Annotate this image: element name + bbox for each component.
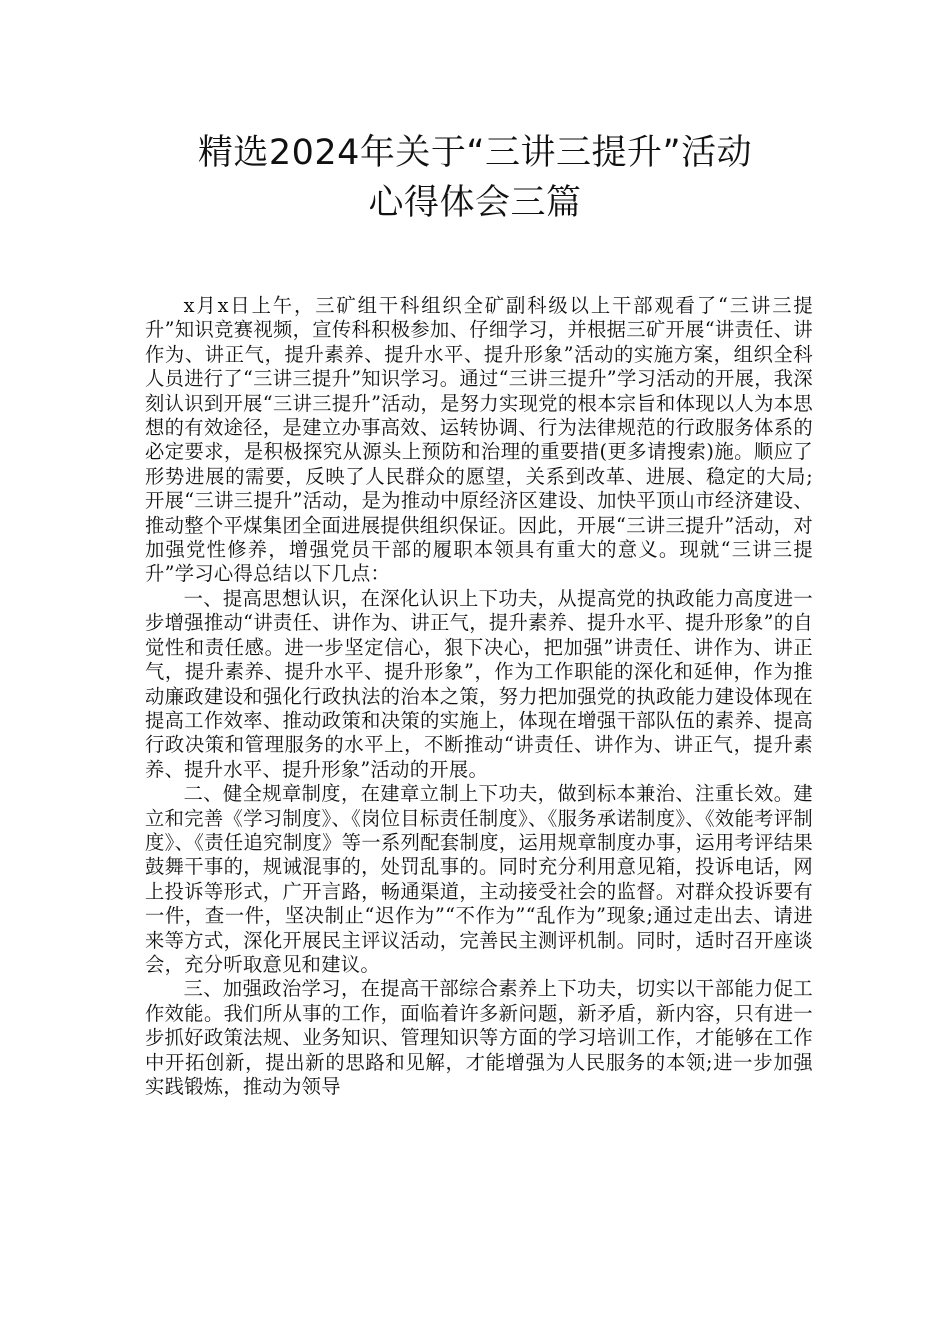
- title-line-2: 心得体会三篇: [368, 183, 582, 223]
- title-line-1: 精选2024年关于“三讲三提升”活动: [197, 133, 753, 173]
- paragraph-point-3: 三、加强政治学习，在提高干部综合素养上下功夫，切实以干部能力促工作效能。我们所从事的工作，面临着许多新问题，新矛盾，新内容，只有进一步抓好政策法规、业务知识、管理知识等方面的学习培训工作，才能够在工作中开拓创新，提出新的思路和见解，才能增强为人民服务的本领;进一步加强实践锻炼，推动为领导: [145, 977, 813, 1098]
- document-title: [100, 128, 850, 228]
- paragraph-point-1: 一、提高思想认识，在深化认识上下功夫，从提高党的执政能力高度进一步增强推动“讲责任、讲作为、讲正气，提升素养、提升水平、提升形象”的自觉性和责任感。进一步坚定信心，狠下决心，把加强”讲责任、讲作为、讲正气，提升素养、提升水平、提升形象”，作为工作职能的深化和延伸，作为推动廉政建设和强化行政执法的治本之策，努力把加强党的执政能力建设体现在提高工作效率、推动政策和决策的实施上，体现在增强干部队伍的素养、提高行政决策和管理服务的水平上，不断推动“讲责任、讲作为、讲正气，提升素养、提升水平、提升形象”活动的开展。: [145, 586, 813, 781]
- paragraph-point-2: 二、健全规章制度，在建章立制上下功夫，做到标本兼治、注重长效。建立和完善《学习制度》、《岗位目标责任制度》、《服务承诺制度》、《效能考评制度》、《责任追究制度》等一系列配套制度，运用规章制度办事，运用考评结果鼓舞干事的，规诫混事的，处罚乱事的。同时充分利用意见箱，投诉电话，网上投诉等形式，广开言路，畅通渠道，主动接受社会的监督。对群众投诉要有一件，查一件，坚决制止“迟作为”“不作为”“乱作为”现象;通过走出去、请进来等方式，深化开展民主评议活动，完善民主测评机制。同时，适时召开座谈会，充分听取意见和建议。: [145, 782, 813, 976]
- paragraph-intro: x月x日上午，三矿组干科组织全矿副科级以上干部观看了“三讲三提升”知识竞赛视频，宣传科积极参加、仔细学习，并根据三矿开展“讲责任、讲作为、讲正气，提升素养、提升水平、提升形象”活动的实施方案，组织全科人员进行了“三讲三提升”知识学习。通过“三讲三提升”学习活动的开展，我深刻认识到开展“三讲三提升”活动，是努力实现党的根本宗旨和体现以人为本思想的有效途径，是建立办事高效、运转协调、行为法律规范的行政服务体系的必定要求，是积极探究从源头上预防和治理的重要措(更多请搜索)施。顺应了形势进展的需要，反映了人民群众的愿望，关系到改革、进展、稳定的大局;开展“三讲三提升”活动，是为推动中原经济区建设、加快平顶山市经济建设、推动整个平煤集团全面进展提供组织保证。因此，开展“三讲三提升”活动，对加强党性修养，增强党员干部的履职本领具有重大的意义。现就“三讲三提升”学习心得总结以下几点：: [145, 294, 813, 586]
- document-body: [145, 294, 813, 1099]
